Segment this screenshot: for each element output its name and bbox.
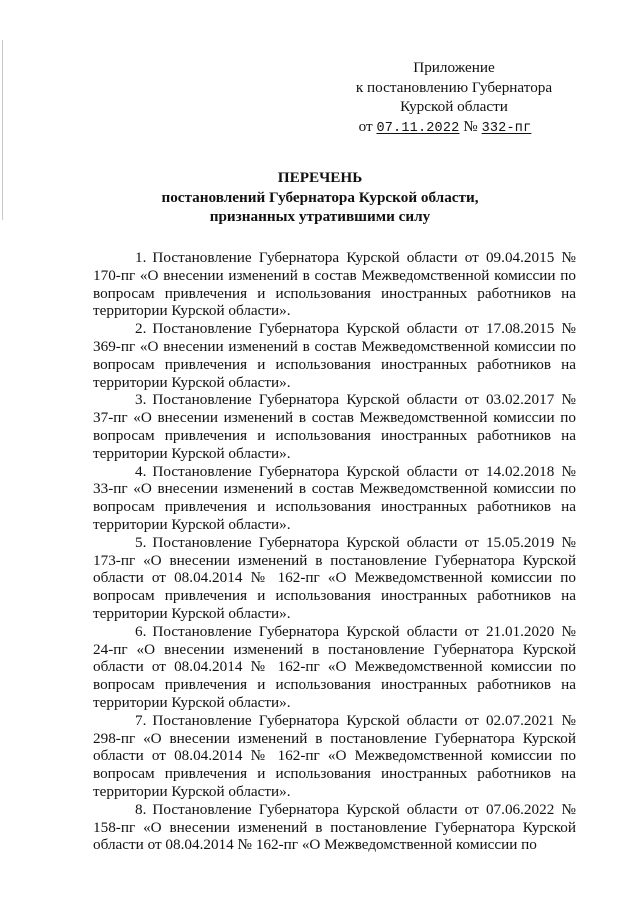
title-subheading-2: признанных утратившими силу: [209, 208, 431, 225]
appendix-region: Курской области: [400, 98, 508, 115]
list-item: [93, 712, 576, 801]
appendix-label: Приложение: [413, 59, 495, 76]
appendix-reference: к постановлению Губернатора: [355, 78, 553, 96]
document-title: [0, 168, 640, 227]
date-prefix: от: [358, 117, 373, 135]
item-text: Постановление Губернатора Курской области от 02.07.2021 № 298-пг «О внесении изменений в постановление Губернатора Курской области от 08.04.2014 № 162-пг «О Межведомственной комиссии по вопросам привлечения и использования иностранных работников на территории Курской области».: [93, 711, 576, 800]
item-text: Постановление Губернатора Курской области от 03.02.2017 № 37-пг «О внесении изменений в состав Межведомственной комиссии по вопросам привлечения и использования иностранных работников на территории Курской области».: [93, 391, 576, 462]
item-number: 1.: [135, 249, 147, 266]
list-item: [93, 463, 576, 534]
item-text: Постановление Губернатора Курской области от 15.05.2019 № 173-пг «О внесении изменений в постановление Губернатора Курской области от 08.04.2014 № 162-пг «О Межведомственной комиссии по вопросам привлечения и использования иностранных работников на территории Курской области».: [93, 533, 576, 622]
list-item: [93, 249, 576, 320]
title-heading: ПЕРЕЧЕНЬ: [277, 169, 363, 186]
item-text: Постановление Губернатора Курской области от 07.06.2022 № 158-пг «О внесении изменений в постановление Губернатора Курской области от 08.04.2014 № 162-пг «О Межведомственной комиссии по: [93, 800, 576, 854]
item-number: 4.: [135, 462, 147, 480]
item-number: 3.: [135, 391, 147, 409]
item-number: 5.: [135, 533, 147, 551]
list-item: [93, 623, 576, 712]
item-number: 6.: [135, 622, 147, 640]
appendix-date-line: [334, 117, 574, 139]
title-subheading-1: постановлений Губернатора Курской области,: [161, 188, 479, 206]
list-item: [93, 534, 576, 623]
decree-date: 07.11.2022: [376, 120, 460, 136]
appendix-header: [334, 58, 574, 138]
list-item: [93, 801, 576, 854]
list-item: [93, 320, 576, 391]
decree-list: [93, 249, 576, 854]
item-text: Постановление Губернатора Курской области от 17.08.2015 № 369-пг «О внесении изменений в состав Межведомственной комиссии по вопросам привлечения и использования иностранных работников на территории Курской области».: [93, 320, 576, 391]
item-number: 8.: [135, 800, 147, 818]
item-text: Постановление Губернатора Курской области от 09.04.2015 № 170-пг «О внесении изменений в состав Межведомственной комиссии по вопросам привлечения и использования иностранных работников на территории Курской области».: [93, 249, 576, 320]
list-item: [93, 391, 576, 462]
item-text: Постановление Губернатора Курской области от 14.02.2018 № 33-пг «О внесении изменений в состав Межведомственной комиссии по вопросам привлечения и использования иностранных работников на территории Курской области».: [93, 462, 576, 533]
decree-number: 332-пг: [481, 120, 532, 136]
item-text: Постановление Губернатора Курской области от 21.01.2020 № 24-пг «О внесении изменений в постановление Губернатора Курской области от 08.04.2014 № 162-пг «О Межведомственной комиссии по вопросам привлечения и использования иностранных работников на территории Курской области».: [93, 622, 576, 711]
item-number: 2.: [135, 320, 147, 338]
item-number: 7.: [135, 711, 147, 729]
number-sign: №: [463, 117, 478, 135]
